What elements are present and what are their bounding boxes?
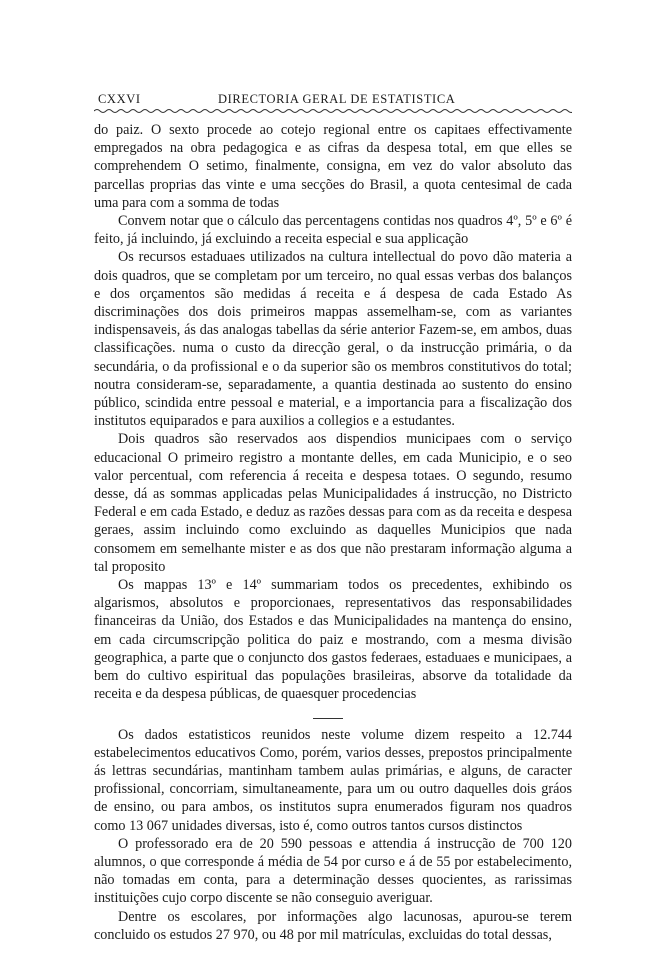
paragraph: Os dados estatisticos reunidos neste volume dizem respeito a 12.744 estabelecimentos educativos Como, porém, varios desses, prepostos principalmente ás lettras secundárias, mantinham tambem aulas primárias, e alguns, de caracter profissional, concorriam, simultaneamente, para um ou outro daquelles dois gráos de ensino, ou para ambos, os institutos supra enumerados figuram nos quadros como 13 067 unidades diversas, isto é, como outros tantos cursos distinctos (94, 726, 572, 834)
section-separator (94, 704, 572, 726)
paragraph: Dois quadros são reservados aos dispendios municipaes com o serviço educacional O primeiro registro a montante delles, em cada Municipio, e o seo valor percentual, com referencia á receita e despesa totaes. O segundo, resumo desse, dá as sommas applicadas pelas Municipalidades á instrucção, no Districto Federal e em cada Estado, e deduz as razões dessas para com as da receita e despesa geraes, assim incluindo como excluindo as daquelles Municipios que nada consomem em semelhante mister e as dos que não prestaram informação alguma a tal proposito (94, 431, 572, 575)
paragraph: Os recursos estaduaes utilizados na cultura intellectual do povo dão materia a dois quadros, que se completam por um terceiro, no qual essas verbas dos balanços e dos orçamentos são medidas á receita e á despesa de cada Estado As discriminações dos dois primeiros mappas assemelham-se, com as variantes indispensaveis, ás das analogas tabellas da série anterior Fazem-se, em ambos, duas classificações. numa o custo da direcção geral, o da instrucção primária, o da secundária, o da profissional e o da superior são os membros constitutivos do total; noutra consideram-se, separadamente, a quantia destinada ao sustento do ensino público, scindida entre pessoal e material, e a importancia para a fiscalização dos institutos equiparados e para auxilios a collegios e a estudantes. (94, 249, 572, 430)
body-text (94, 121, 572, 944)
paragraph: O professorado era de 20 590 pessoas e attendia á instrucção de 700 120 alumnos, o que corresponde á média de 54 por curso e á de 55 por estabelecimento, não tomadas em conta, para a determinação desses quocientes, as rarissimas instituições cujo corpo discente se não conseguio averiguar. (94, 835, 572, 907)
paragraph: Convem notar que o cálculo das percentagens contidas nos quadros 4º, 5º e 6º é feito, já incluindo, já excluindo a receita especial e sua applicação (94, 213, 572, 248)
paragraph: Os mappas 13º e 14º summariam todos os precedentes, exhibindo os algarismos, absolutos e proporcionaes, representativos das responsabilidades financeiras da União, dos Estados e das Municipalidades na mantença do ensino, em cada circumscripção politica do paiz e mostrando, com a mesma divisão geographica, a parte que o conjuncto dos gastos federaes, estaduaes e municipaes, a bem do cultivo espiritual das populações brasileiras, absorve da totalidade da receita e da despesa públicas, de quaesquer procedencias (94, 577, 572, 703)
paragraph: Dentre os escolares, por informações algo lacunosas, apurou-se terem concluido os estudos 27 970, ou 48 por mil matrículas, excluidas do total dessas, (94, 908, 572, 943)
page-number: CXXVI (98, 92, 141, 106)
running-header (94, 92, 572, 108)
running-title: DIRECTORIA GERAL DE ESTATISTICA (218, 92, 456, 106)
paragraph: do paiz. O sexto procede ao cotejo regional entre os capitaes effectivamente empregados na obra pedagogica e as cifras da despesa total, em que elles se comprehendem O setimo, finalmente, consigna, em vez do valor absoluto das parcellas proprias das vinte e uma secções do Brasil, a quota centesimal de cada uma para com a somma de todas (94, 122, 572, 211)
wavy-rule (94, 107, 572, 115)
